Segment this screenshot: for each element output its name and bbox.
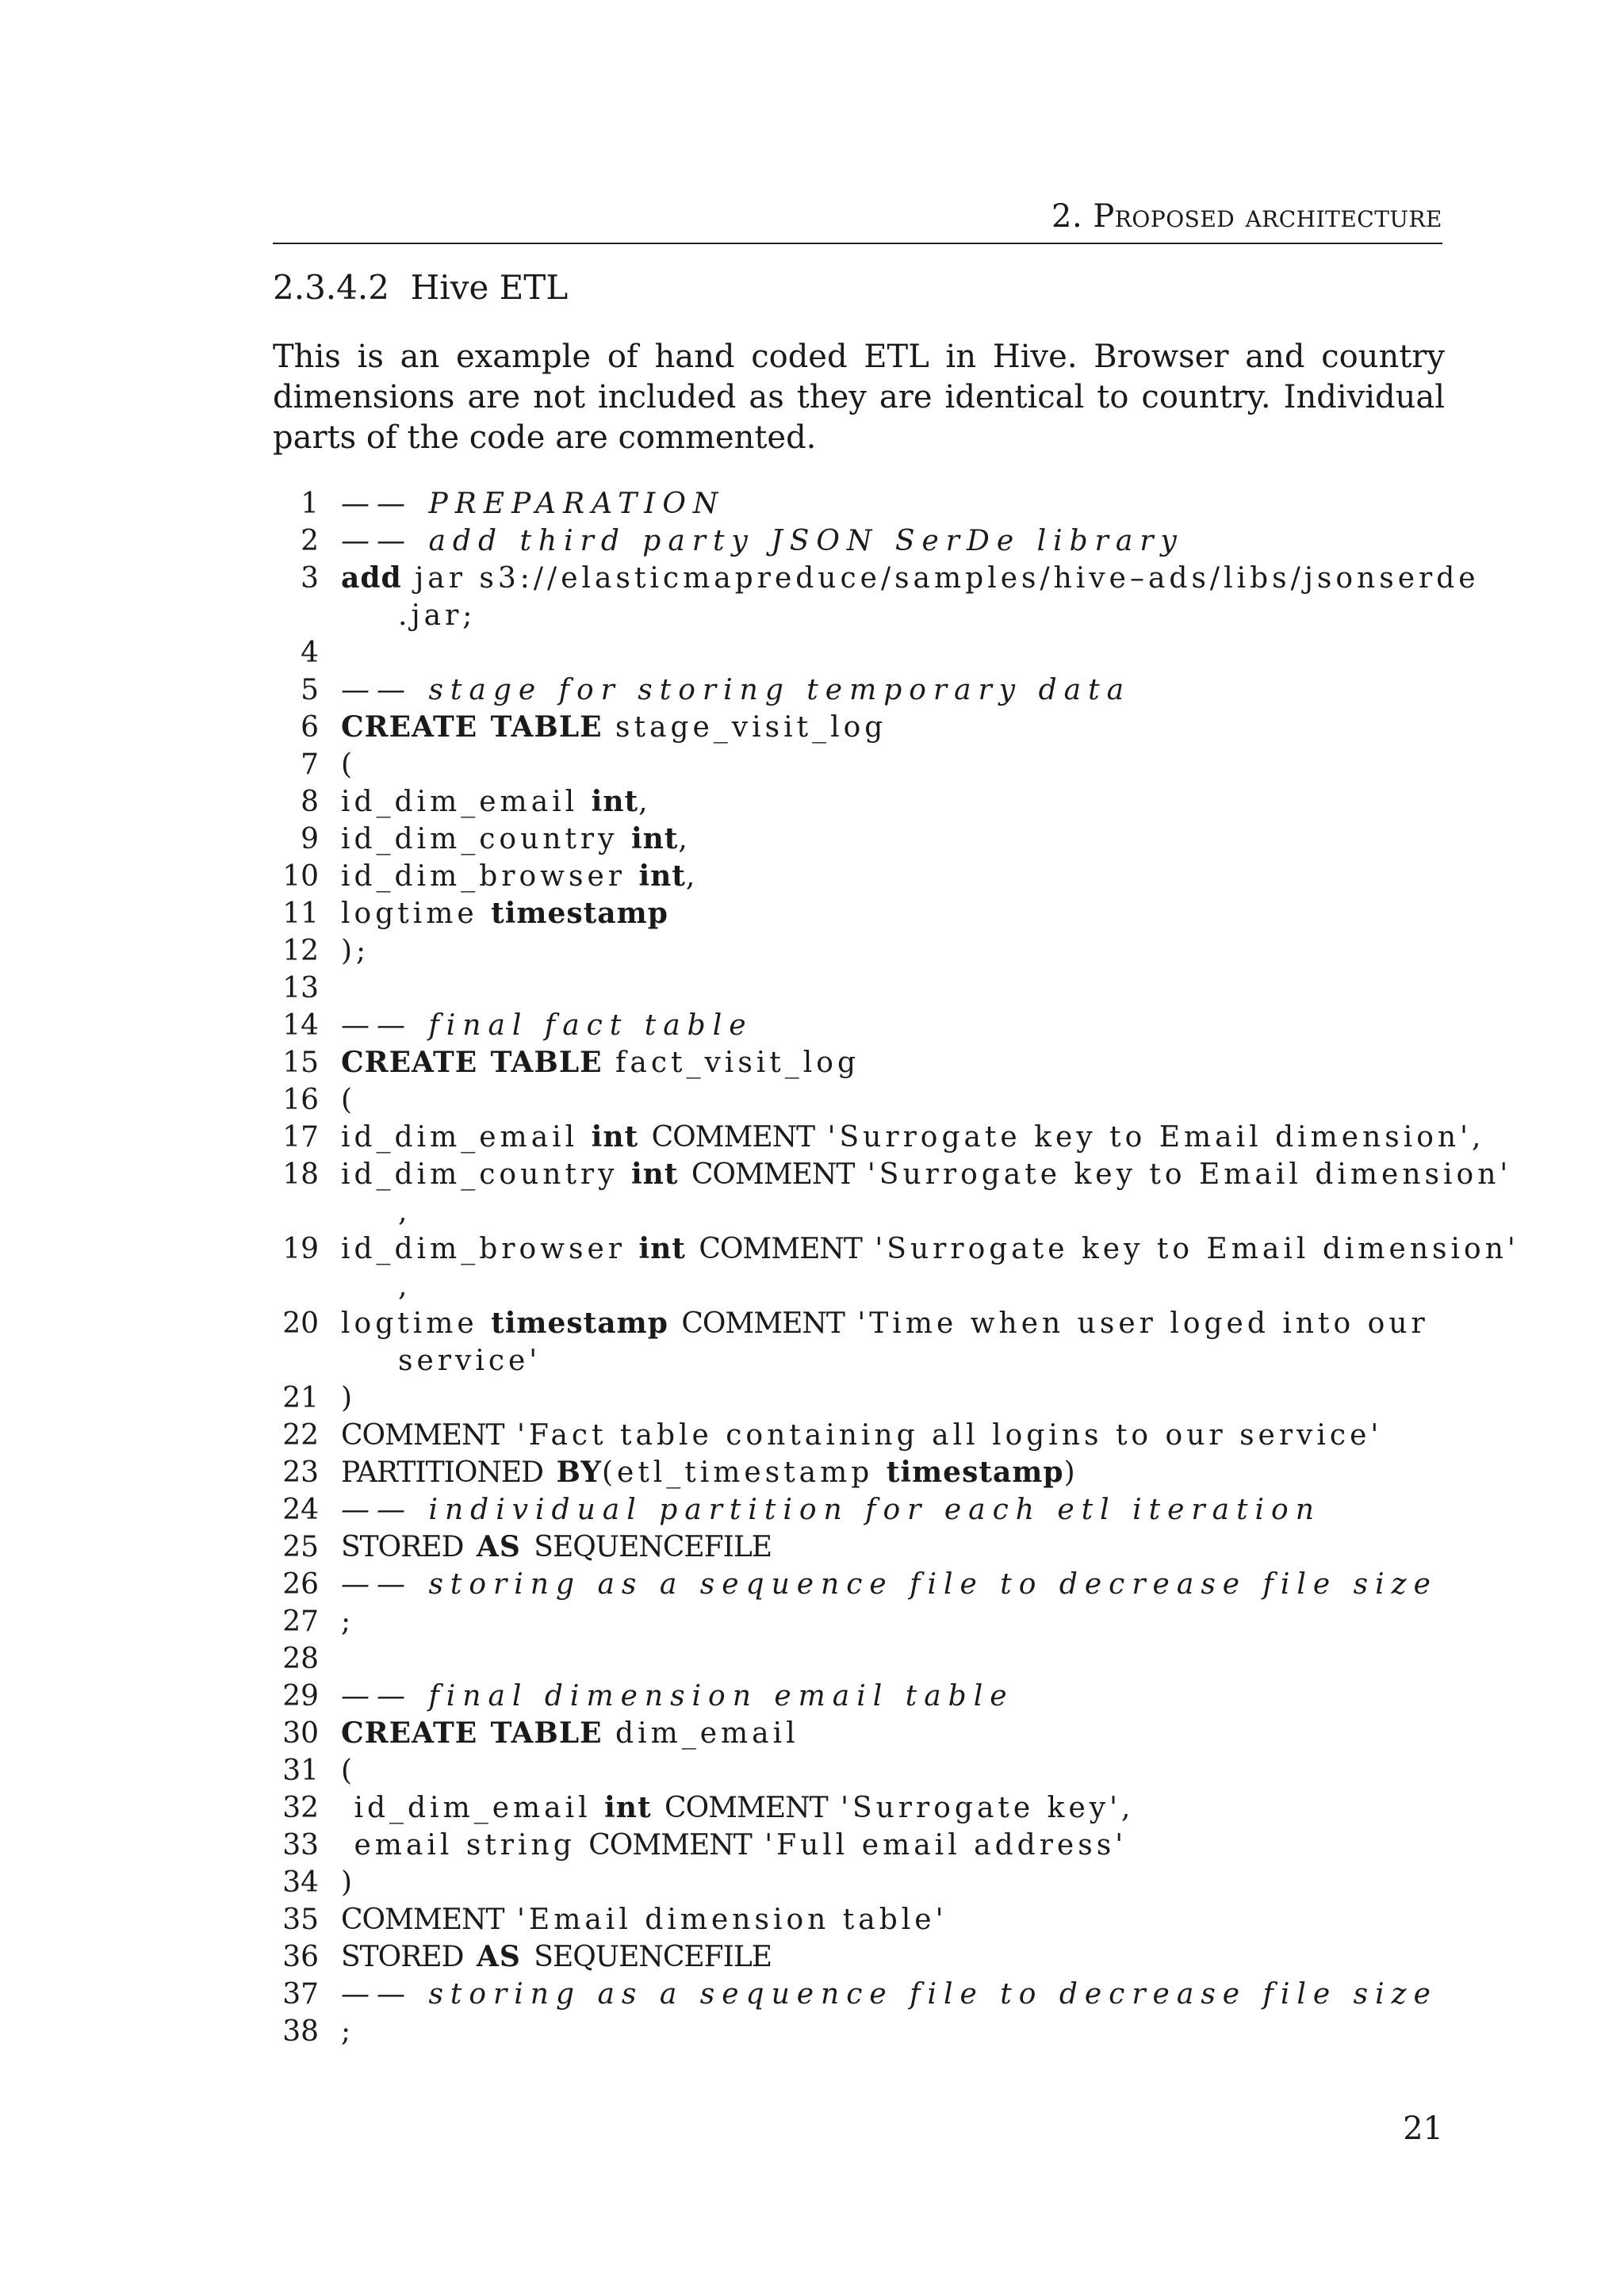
code-text: add jar s3://elasticmapreduce/samples/hive–ads/libs/jsonserde — [341, 561, 1480, 595]
code-line — [273, 1044, 1446, 1081]
line-number: 10 — [282, 860, 319, 893]
line-number: 29 — [282, 1680, 319, 1712]
code-text: —— storing as a sequence file to decrease file size — [341, 1978, 1438, 2011]
line-number: 25 — [282, 1531, 319, 1563]
code-text: ( — [341, 1084, 357, 1116]
code-text: id_dim_country int COMMENT 'Surrogate key to Email dimension' — [341, 1158, 1512, 1191]
line-number: 8 — [301, 786, 319, 818]
code-line — [273, 858, 1446, 895]
running-head-title: Proposed architecture — [1093, 198, 1442, 235]
line-number: 19 — [282, 1233, 319, 1265]
line-number: 22 — [282, 1419, 319, 1452]
code-text: —— storing as a sequence file to decrease file size — [341, 1568, 1438, 1601]
line-number: 7 — [301, 748, 319, 781]
code-line — [273, 895, 1446, 932]
code-text: logtime timestamp COMMENT 'Time when user loged into our — [341, 1307, 1429, 1340]
code-line — [273, 560, 1480, 597]
code-line — [273, 1007, 1446, 1044]
code-text: —— add third party JSON SerDe library — [341, 525, 1184, 557]
code-text: PARTITIONED BY(etl_timestamp timestamp) — [341, 1456, 1079, 1489]
page-number: 21 — [1403, 2110, 1443, 2147]
code-text: ( — [341, 748, 357, 781]
code-line — [273, 1119, 1485, 1156]
code-line — [273, 485, 1446, 522]
code-line — [273, 1827, 1446, 1864]
code-line — [273, 1305, 1446, 1342]
header-rule — [273, 243, 1442, 244]
code-line — [273, 1976, 1446, 2013]
running-head — [273, 198, 1442, 235]
line-number: 26 — [282, 1568, 319, 1601]
code-line-continuation — [273, 1342, 1446, 1380]
code-line — [273, 1156, 1512, 1193]
line-number: 12 — [282, 935, 319, 967]
line-number: 3 — [301, 562, 319, 595]
code-line — [273, 1603, 1446, 1640]
line-number: 27 — [282, 1605, 319, 1638]
code-line — [273, 932, 1446, 970]
line-number: 35 — [282, 1904, 319, 1936]
code-text: , — [398, 1270, 412, 1303]
line-number: 16 — [282, 1084, 319, 1116]
line-number: 14 — [282, 1009, 319, 1042]
code-text: id_dim_browser int, — [341, 859, 699, 893]
line-number: 30 — [282, 1717, 319, 1750]
code-text: CREATE TABLE fact_visit_log — [341, 1046, 860, 1079]
code-line-continuation — [273, 597, 1446, 634]
code-line — [273, 634, 1446, 672]
line-number: 28 — [282, 1643, 319, 1675]
code-line — [273, 522, 1446, 560]
line-number: 31 — [282, 1755, 319, 1787]
code-line — [273, 821, 1446, 858]
code-listing — [273, 485, 1519, 2050]
code-text: —— stage for storing temporary data — [341, 674, 1132, 706]
subsection-heading — [273, 268, 568, 307]
code-text: COMMENT 'Fact table containing all logins to our service' — [341, 1419, 1383, 1452]
code-line — [273, 1417, 1446, 1454]
line-number: 23 — [282, 1456, 319, 1489]
line-number: 1 — [301, 488, 319, 520]
code-text: id_dim_email int, — [341, 785, 652, 818]
code-line — [273, 1081, 1446, 1119]
code-text: —— final fact table — [341, 1009, 753, 1042]
code-text: id_dim_browser int COMMENT 'Surrogate key to Email dimension' — [341, 1232, 1519, 1265]
code-text: id_dim_email int COMMENT 'Surrogate key', — [354, 1791, 1135, 1824]
code-line — [273, 1864, 1446, 1901]
code-text: —— individual partition for each etl iteration — [341, 1494, 1321, 1526]
code-text: —— PREPARATION — [341, 488, 726, 520]
line-number: 9 — [301, 823, 319, 855]
code-line — [273, 1752, 1446, 1789]
code-line — [273, 1454, 1446, 1491]
code-line — [273, 1938, 1446, 1976]
code-text: id_dim_country int, — [341, 822, 691, 855]
code-text: email string COMMENT 'Full email address' — [354, 1829, 1128, 1862]
code-text: STORED AS SEQUENCEFILE — [341, 1940, 772, 1973]
code-text: ) — [341, 1382, 357, 1414]
code-line — [273, 1491, 1446, 1529]
line-number: 17 — [282, 1121, 319, 1154]
code-text: ; — [341, 2015, 355, 2048]
line-number: 6 — [301, 711, 319, 744]
line-number: 24 — [282, 1494, 319, 1526]
line-number: 36 — [282, 1941, 319, 1973]
code-text: service' — [398, 1345, 542, 1377]
line-number: 15 — [282, 1047, 319, 1079]
code-line — [273, 746, 1446, 783]
line-number: 2 — [301, 525, 319, 557]
body-paragraph: This is an example of hand coded ETL in Hive. Browser and country dimensions are not included as they are identical to country. Individual parts of the code are commented. — [273, 339, 1445, 456]
code-text: ( — [341, 1755, 357, 1787]
code-line — [273, 709, 1446, 746]
subsection-title: Hive ETL — [410, 268, 569, 307]
code-text: ; — [341, 1605, 355, 1638]
code-line — [273, 783, 1446, 821]
code-line — [273, 1901, 1446, 1938]
code-text: STORED AS SEQUENCEFILE — [341, 1530, 772, 1563]
code-line — [273, 672, 1446, 709]
code-text: ) — [341, 1866, 357, 1899]
line-number: 5 — [301, 674, 319, 706]
code-line-continuation — [273, 1268, 1446, 1305]
code-line — [273, 2013, 1446, 2050]
line-number: 20 — [282, 1307, 319, 1340]
subsection-number: 2.3.4.2 — [273, 268, 389, 307]
running-head-number: 2. — [1051, 198, 1083, 235]
code-text: , — [398, 1196, 412, 1228]
line-number: 13 — [282, 972, 319, 1004]
code-line — [273, 1640, 1446, 1678]
code-line-continuation — [273, 1193, 1446, 1230]
line-number: 33 — [282, 1829, 319, 1862]
code-text: ); — [341, 935, 370, 967]
code-line — [273, 1715, 1446, 1752]
code-line — [273, 1678, 1446, 1715]
code-line — [273, 970, 1446, 1007]
line-number: 34 — [282, 1866, 319, 1899]
line-number: 11 — [282, 897, 319, 930]
code-text: id_dim_email int COMMENT 'Surrogate key to Email dimension', — [341, 1120, 1485, 1154]
code-text: COMMENT 'Email dimension table' — [341, 1904, 948, 1936]
code-text: CREATE TABLE stage_visit_log — [341, 710, 887, 744]
code-line — [273, 1566, 1446, 1603]
code-line — [273, 1230, 1519, 1268]
line-number: 32 — [282, 1792, 319, 1824]
code-text: CREATE TABLE dim_email — [341, 1716, 799, 1750]
code-line — [273, 1529, 1446, 1566]
code-text: —— final dimension email table — [341, 1680, 1014, 1712]
line-number: 18 — [282, 1158, 319, 1191]
line-number: 38 — [282, 2015, 319, 2048]
code-text: .jar; — [398, 599, 477, 632]
code-line — [273, 1380, 1446, 1417]
code-line — [273, 1789, 1446, 1827]
line-number: 21 — [282, 1382, 319, 1414]
code-text: logtime timestamp — [341, 897, 668, 930]
line-number: 37 — [282, 1978, 319, 2011]
line-number: 4 — [301, 637, 319, 669]
